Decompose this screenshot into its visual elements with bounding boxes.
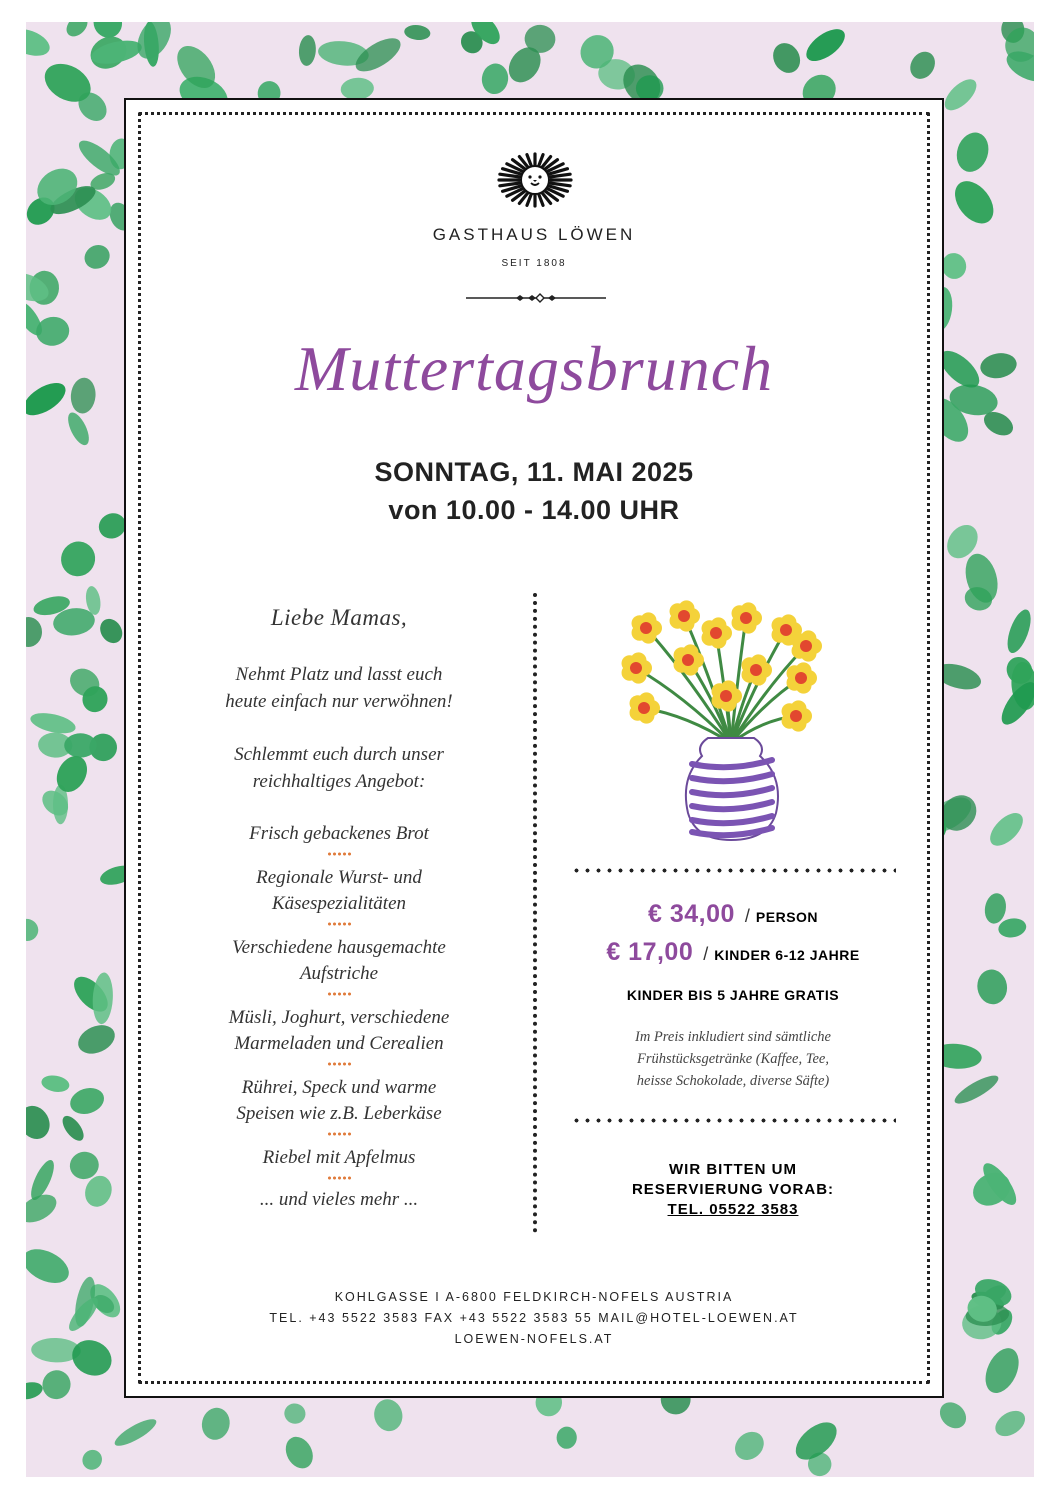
menu-item	[174, 821, 504, 847]
adult-price-label: PERSON	[755, 909, 819, 925]
menu-item-line: Frisch gebackenes Brot	[249, 823, 429, 844]
brand-since: SEIT 1808	[501, 258, 567, 269]
menu-item-line: Rührei, Speck und warme	[241, 1077, 437, 1098]
menu-item-line: Riebel mit Apfelmus	[262, 1147, 416, 1168]
menu-item-line: Aufstriche	[299, 963, 379, 984]
footer-contact-line[interactable]: TEL. +43 5522 3583 FAX +43 5522 3583 55 MAIL@HOTEL-LOEWEN.AT	[269, 1311, 799, 1325]
orange-dots-separator	[327, 1132, 351, 1136]
price-slash: /	[703, 944, 709, 964]
adult-price-row	[558, 900, 908, 929]
child-price: € 17,00	[606, 938, 694, 966]
child-price-label: KINDER 6-12 JAHRE	[714, 947, 860, 963]
orange-dots-separator	[327, 992, 351, 996]
child-price-row	[558, 938, 908, 967]
footer-website-link[interactable]: LOEWEN-NOFELS.AT	[454, 1332, 614, 1346]
menu-item	[174, 1145, 504, 1171]
brand-name: GASTHAUS LÖWEN	[432, 225, 636, 244]
diamond-ornament-icon	[466, 291, 606, 305]
included-note	[558, 1026, 908, 1092]
orange-dots-separator	[327, 922, 351, 926]
menu-item-line: Müsli, Joghurt, verschiedene	[228, 1007, 450, 1028]
reservation-note	[558, 1160, 908, 1220]
included-line: heisse Schokolade, diverse Säfte)	[636, 1073, 830, 1089]
flyer-card	[124, 98, 944, 1398]
menu-item	[174, 865, 504, 917]
menu-item	[174, 935, 504, 987]
menu-item-line: Regionale Wurst- und	[256, 867, 422, 888]
and-more-text: ... und vieles mehr ...	[259, 1189, 419, 1210]
event-time: von 10.00 - 14.00 UHR	[388, 495, 680, 525]
intro-paragraph	[174, 661, 504, 715]
vertical-dotted-divider	[533, 593, 537, 1233]
included-line: Frühstücksgetränke (Kaffee, Tee,	[637, 1051, 829, 1067]
event-date: SONNTAG, 11. MAI 2025	[374, 457, 694, 487]
intro-line: Schlemmt euch durch unser	[234, 744, 444, 765]
menu-item	[174, 1075, 504, 1127]
orange-dots-separator	[327, 1062, 351, 1066]
headline: Muttertagsbrunch	[294, 333, 774, 404]
horizontal-dotted-divider	[571, 1118, 896, 1123]
intro-line: heute einfach nur verwöhnen!	[225, 691, 453, 712]
price-slash: /	[744, 906, 750, 926]
reservation-line: RESERVIERUNG VORAB:	[631, 1181, 835, 1198]
menu-item-line: Marmeladen und Cerealien	[234, 1033, 444, 1054]
orange-dots-separator	[327, 1176, 351, 1180]
included-line: Im Preis inkludiert sind sämtliche	[635, 1029, 831, 1045]
greeting: Liebe Mamas,	[270, 605, 408, 630]
menu-column	[174, 605, 504, 1211]
footer-contact	[126, 1287, 942, 1350]
menu-item-line: Speisen wie z.B. Leberkäse	[236, 1103, 442, 1124]
orange-dots-separator	[327, 852, 351, 856]
intro-line: reichhaltiges Angebot:	[252, 771, 426, 792]
reservation-line: WIR BITTEN UM	[669, 1161, 797, 1178]
menu-item	[174, 1005, 504, 1057]
horizontal-dotted-divider	[571, 868, 896, 873]
intro-line: Nehmt Platz und lasst euch	[235, 664, 443, 685]
menu-item-line: Verschiedene hausgemachte	[232, 937, 446, 958]
free-note: KINDER BIS 5 JAHRE GRATIS	[626, 987, 840, 1003]
reservation-phone-link[interactable]: TEL. 05522 3583	[667, 1201, 799, 1218]
lion-head-icon	[491, 150, 579, 208]
intro-paragraph	[174, 741, 504, 795]
menu-item-line: Käsespezialitäten	[271, 893, 407, 914]
flower-vase-drawing-icon	[596, 578, 866, 843]
footer-address: KOHLGASSE I A-6800 FELDKIRCH-NOFELS AUSTRIA	[334, 1290, 734, 1304]
adult-price: € 34,00	[647, 900, 735, 928]
